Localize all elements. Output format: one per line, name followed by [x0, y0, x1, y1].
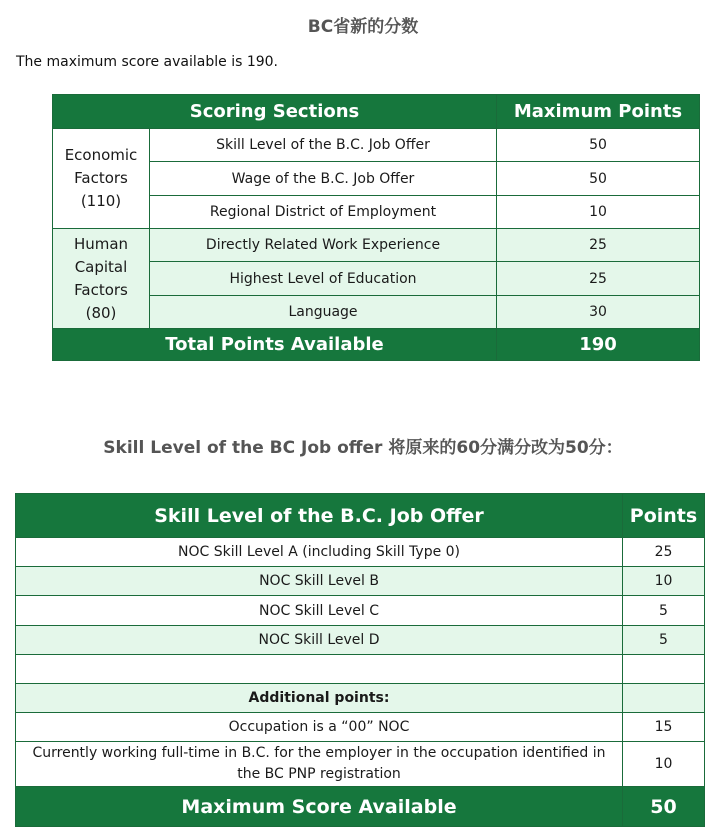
total-points-label: Total Points Available — [53, 329, 497, 361]
category-economic-factors — [53, 129, 150, 229]
max-score-value: 50 — [623, 787, 705, 827]
section-points: 50 — [497, 162, 700, 196]
section-points: 10 — [497, 196, 700, 229]
table-row — [16, 626, 705, 655]
criterion-points: 25 — [623, 538, 705, 567]
skill-level-table — [15, 493, 705, 827]
criterion-points: 10 — [623, 567, 705, 596]
section-points: 30 — [497, 296, 700, 329]
section-points: 50 — [497, 129, 700, 162]
intro-text: The maximum score available is 190. — [16, 54, 278, 70]
table-row — [53, 129, 700, 162]
scoring-sections-table — [52, 94, 700, 361]
header-maximum-points: Maximum Points — [497, 95, 700, 129]
section-name: Skill Level of the B.C. Job Offer — [150, 129, 497, 162]
additional-points-label: Additional points: — [16, 684, 623, 713]
section-points: 25 — [497, 262, 700, 296]
table-row — [53, 262, 700, 296]
header-skill-level: Skill Level of the B.C. Job Offer — [16, 494, 623, 538]
section-name: Language — [150, 296, 497, 329]
criterion-points: 5 — [623, 626, 705, 655]
table-footer-row — [53, 329, 700, 361]
category-line: (110) — [80, 192, 122, 210]
criterion-name — [16, 655, 623, 684]
section-name: Directly Related Work Experience — [150, 229, 497, 262]
category-human-capital-factors — [53, 229, 150, 329]
section-points: 25 — [497, 229, 700, 262]
criterion-points: 5 — [623, 596, 705, 626]
criterion-points — [623, 684, 705, 713]
criterion-name: NOC Skill Level A (including Skill Type 0) — [16, 538, 623, 567]
table-row — [16, 567, 705, 596]
criterion-points: 15 — [623, 713, 705, 742]
table-footer-row — [16, 787, 705, 827]
table-row — [16, 538, 705, 567]
category-line: (80) — [85, 303, 117, 322]
header-points: Points — [623, 494, 705, 538]
table-row — [16, 655, 705, 684]
table-row — [53, 296, 700, 329]
criterion-name: NOC Skill Level B — [16, 567, 623, 596]
table-header-row — [16, 494, 705, 538]
criterion-points: 10 — [623, 742, 705, 787]
criterion-points — [623, 655, 705, 684]
section-heading: Skill Level of the BC Job offer 将原来的60分满分改为50分： — [103, 438, 623, 458]
section-name: Regional District of Employment — [150, 196, 497, 229]
table-header-row — [53, 95, 700, 129]
criterion-name: Currently working full-time in B.C. for the employer in the occupation identified in the BC PNP registration — [16, 742, 623, 787]
table-row — [16, 596, 705, 626]
category-line: Factors — [74, 280, 128, 299]
criterion-name: NOC Skill Level D — [16, 626, 623, 655]
category-line: Human — [73, 234, 129, 253]
table-row — [16, 684, 705, 713]
section-name: Wage of the B.C. Job Offer — [150, 162, 497, 196]
criterion-name: Occupation is a “00” NOC — [16, 713, 623, 742]
header-scoring-sections: Scoring Sections — [53, 95, 497, 129]
table-row — [53, 229, 700, 262]
category-line: Factors — [74, 169, 128, 187]
criterion-name: NOC Skill Level C — [16, 596, 623, 626]
table-row — [16, 713, 705, 742]
max-score-label: Maximum Score Available — [16, 787, 623, 827]
section-name: Highest Level of Education — [150, 262, 497, 296]
total-points-value: 190 — [497, 329, 700, 361]
category-line: Capital — [74, 257, 128, 276]
category-line: Economic — [64, 146, 138, 164]
table-row — [16, 742, 705, 787]
table-row — [53, 196, 700, 229]
page-title: BC省新的分数 — [307, 17, 419, 37]
table-row — [53, 162, 700, 196]
